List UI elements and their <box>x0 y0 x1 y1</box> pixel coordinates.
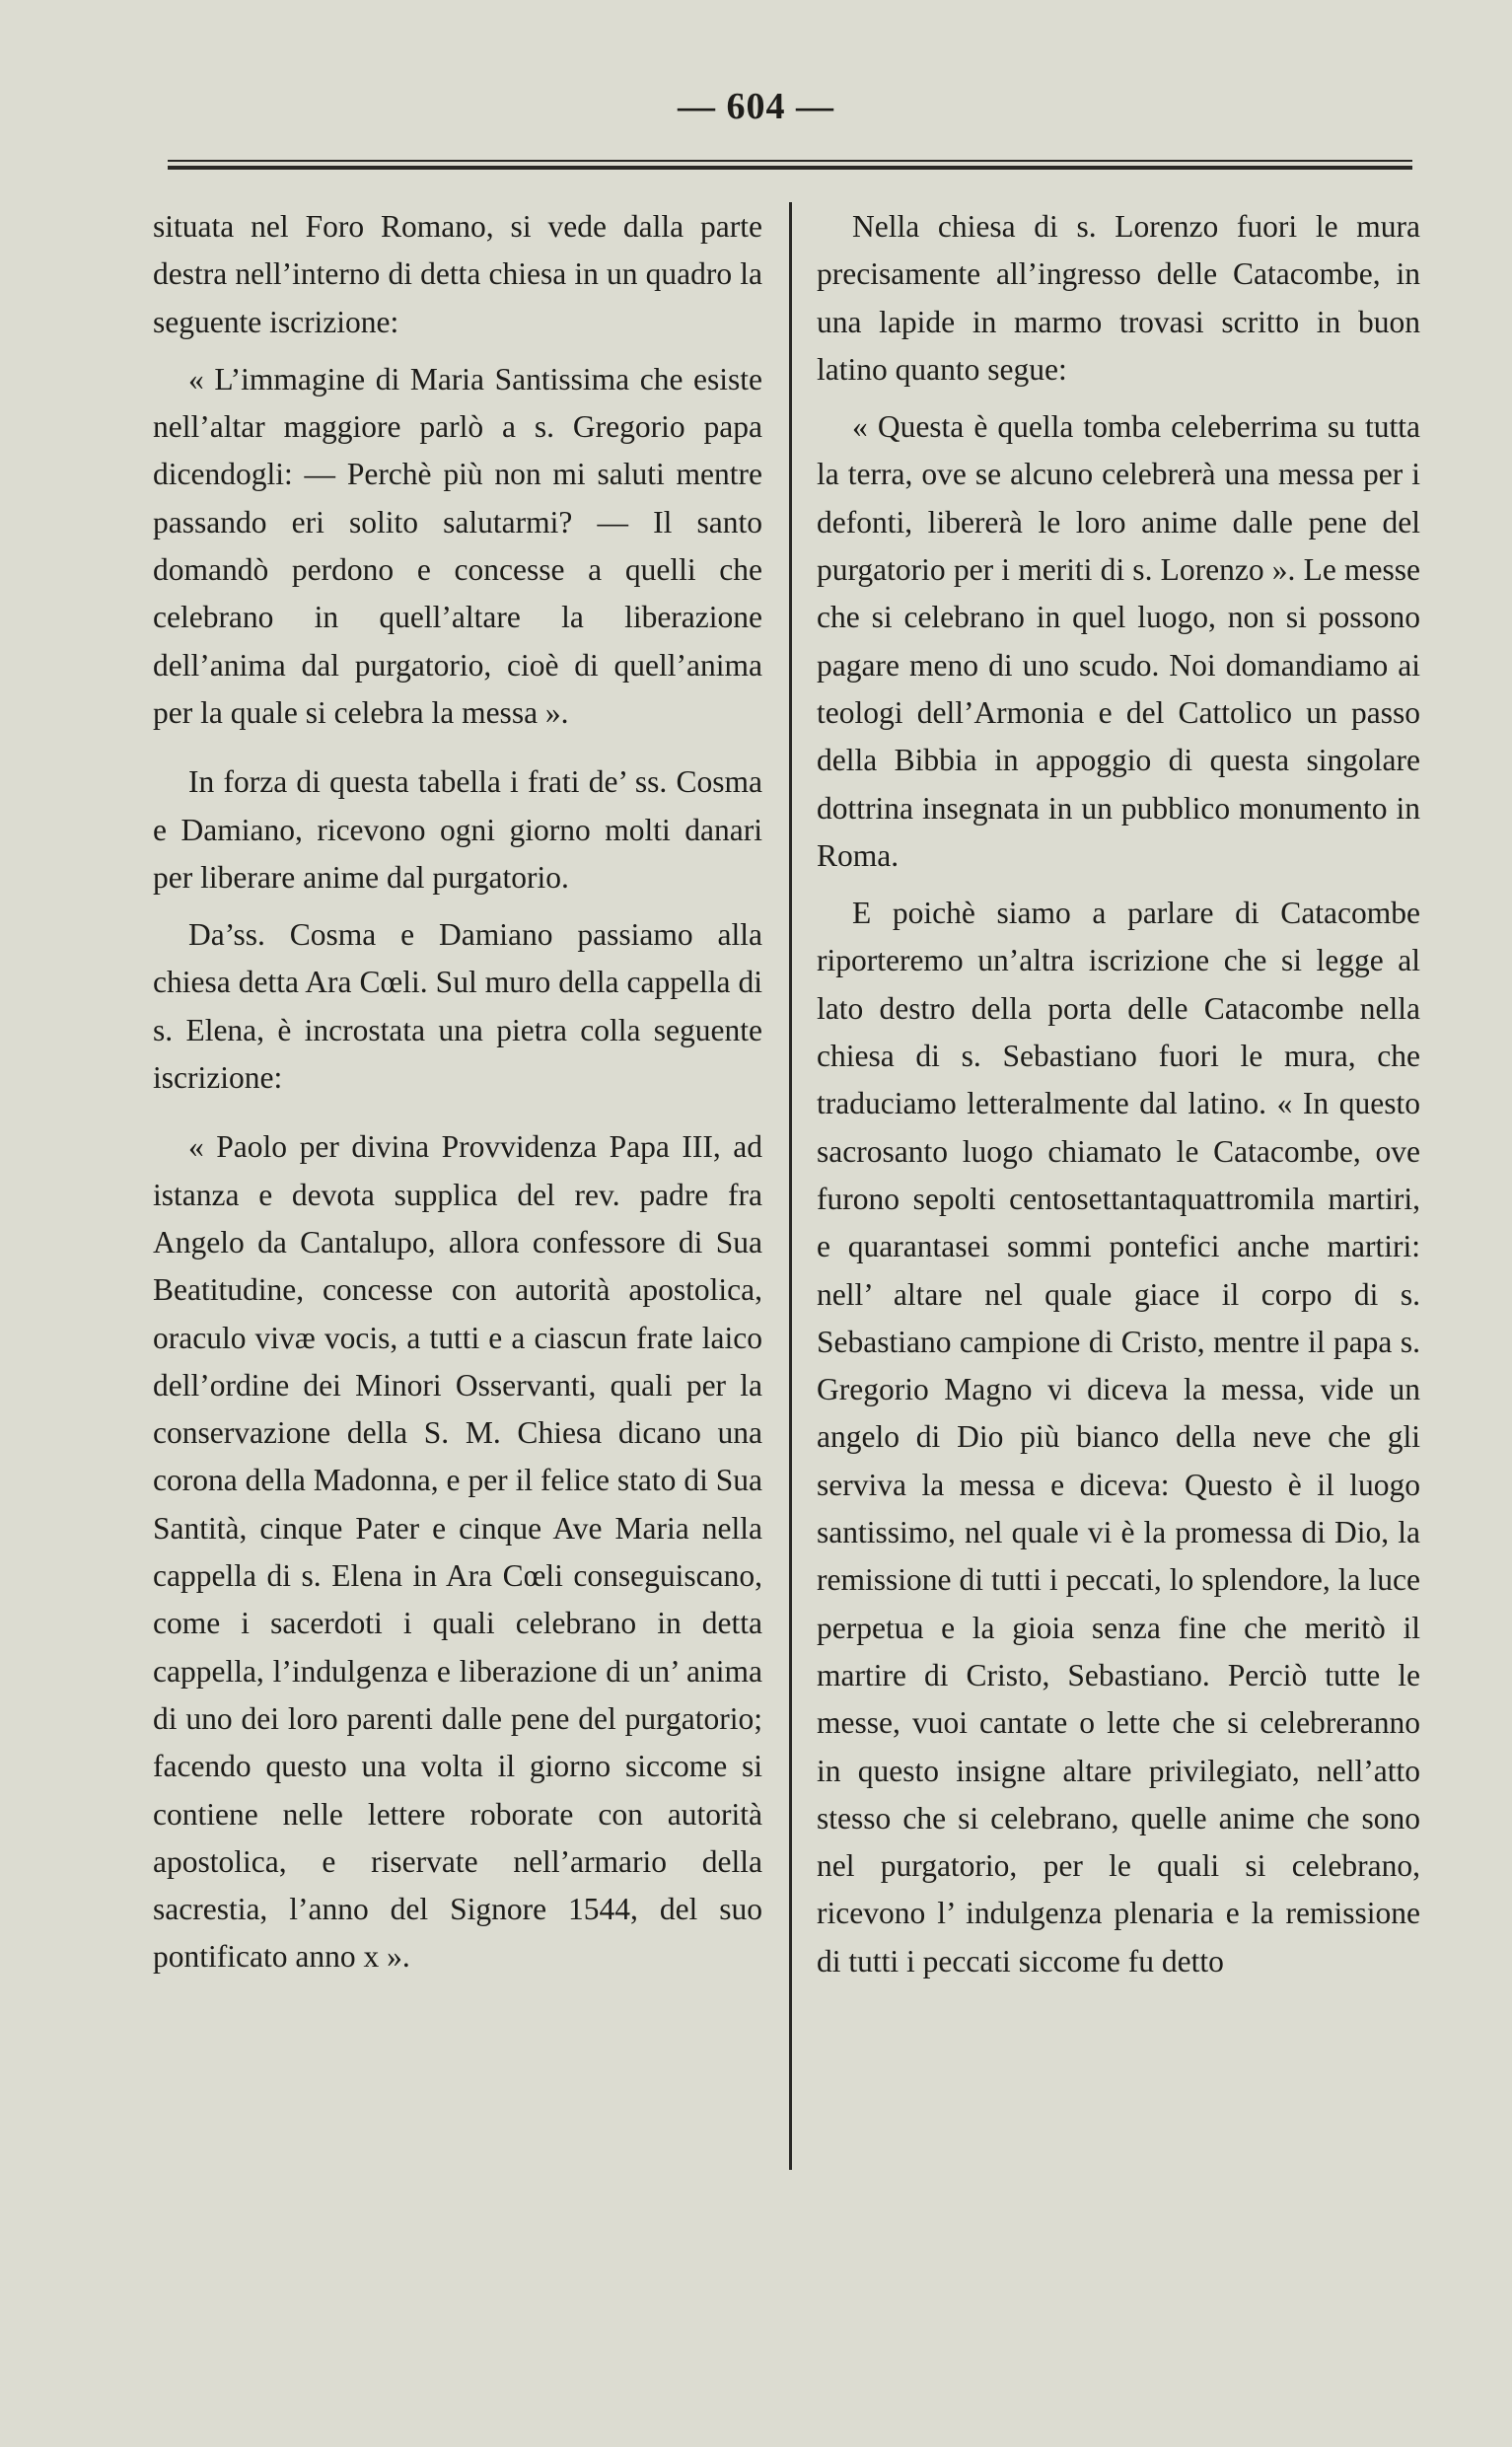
paragraph: situata nel Foro Romano, si vede dalla parte destra nell’interno di detta chiesa in un quadro la seguente iscrizione: <box>153 209 762 339</box>
paragraph: Da’ss. Cosma e Damiano passiamo alla chiesa detta Ara Cœli. Sul muro della cappella di s. Elena, è incrostata una pietra colla seguente iscrizione: <box>153 917 762 1096</box>
column-divider <box>789 202 792 2170</box>
left-column <box>153 203 762 1981</box>
paragraph: « L’immagine di Maria Santissima che esiste nell’altar maggiore parlò a s. Gregorio papa dicendogli: — Perchè più non mi saluti mentre passando eri solito salutarmi? — Il santo domandò perdono e concesse a quelli che celebrano in quell’altare la liberazione dell’anima dal purgatorio, cioè di quell’anima per la quale si celebra la messa ». <box>153 361 762 730</box>
paragraph: E poichè siamo a parlare di Catacombe riporteremo un’altra iscrizione che si legge al lato destro della porta delle Catacombe nella chiesa di s. Sebastiano fuori le mura, che traduciamo letteralmente dal latino. « In questo sacrosanto luogo chiamato le Catacombe, ove furono sepolti centosettantaquattromila martiri, e quarantasei sommi pontefici anche martiri: nell’ altare nel quale giace il corpo di s. Sebastiano campione di Cristo, mentre il papa s. Gregorio Magno vi diceva la messa, vide un angelo di Dio più bianco della neve che gli serviva la messa e diceva: Questo è il luogo santissimo, nel quale vi è la promessa di Dio, la remissione di tutti i peccati, lo splendore, la luce perpetua e la gioia senza fine che meritò il martire di Cristo, Sebastiano. Perciò tutte le messe, vuoi cantate o lette che si celebreranno in questo insigne altare privilegiato, nell’atto stesso che si celebrano, quelle anime che sono nel purgatorio, per le quali si celebrano, ricevono l’ indulgenza plenaria e la remissione di tutti i peccati siccome fu detto <box>817 896 1420 1979</box>
header-rule-thick <box>168 166 1412 170</box>
paragraph: Nella chiesa di s. Lorenzo fuori le mura precisamente all’ingresso delle Catacombe, in una lapide in marmo trovasi scritto in buon latino quanto segue: <box>817 209 1420 387</box>
header-rule-thin <box>168 160 1412 162</box>
paragraph: « Questa è quella tomba celeberrima su tutta la terra, ove se alcuno celebrerà una messa per i defonti, libererà le loro anime dalle pene del purgatorio per i meriti di s. Lorenzo ». Le messe che si celebrano in quel luogo, non si possono pagare meno di uno scudo. Noi domandiamo ai teologi dell’Armonia e del Cattolico un passo della Bibbia in appoggio di questa singolare dottrina insegnata in un pubblico monumento in Roma. <box>817 409 1420 873</box>
paragraph: In forza di questa tabella i frati de’ ss. Cosma e Damiano, ricevono ogni giorno molti danari per liberare anime dal purgatorio. <box>153 764 762 895</box>
right-column <box>817 203 1420 1985</box>
paragraph: « Paolo per divina Provvidenza Papa III, ad istanza e devota supplica del rev. padre fra Angelo da Cantalupo, allora confessore di Sua Beatitudine, concesse con autorità apostolica, oraculo vivæ vocis, a tutti e a ciascun frate laico dell’ordine dei Minori Osservanti, quali per la conservazione della S. M. Chiesa dicano una corona della Madonna, e per il felice stato di Sua Santità, cinque Pater e cinque Ave Maria nella cappella di s. Elena in Ara Cœli conseguiscano, come i sacerdoti i quali celebrano in detta cappella, l’indulgenza e liberazione di un’ anima di uno dei loro parenti dalle pene del purgatorio; facendo questo una volta il giorno siccome si contiene nelle lettere roborate con autorità apostolica, e riservate nell’armario della sacrestia, l’anno del Signore 1544, del suo pontificato anno x ». <box>153 1129 762 1975</box>
page-number: — 604 — <box>678 86 834 127</box>
